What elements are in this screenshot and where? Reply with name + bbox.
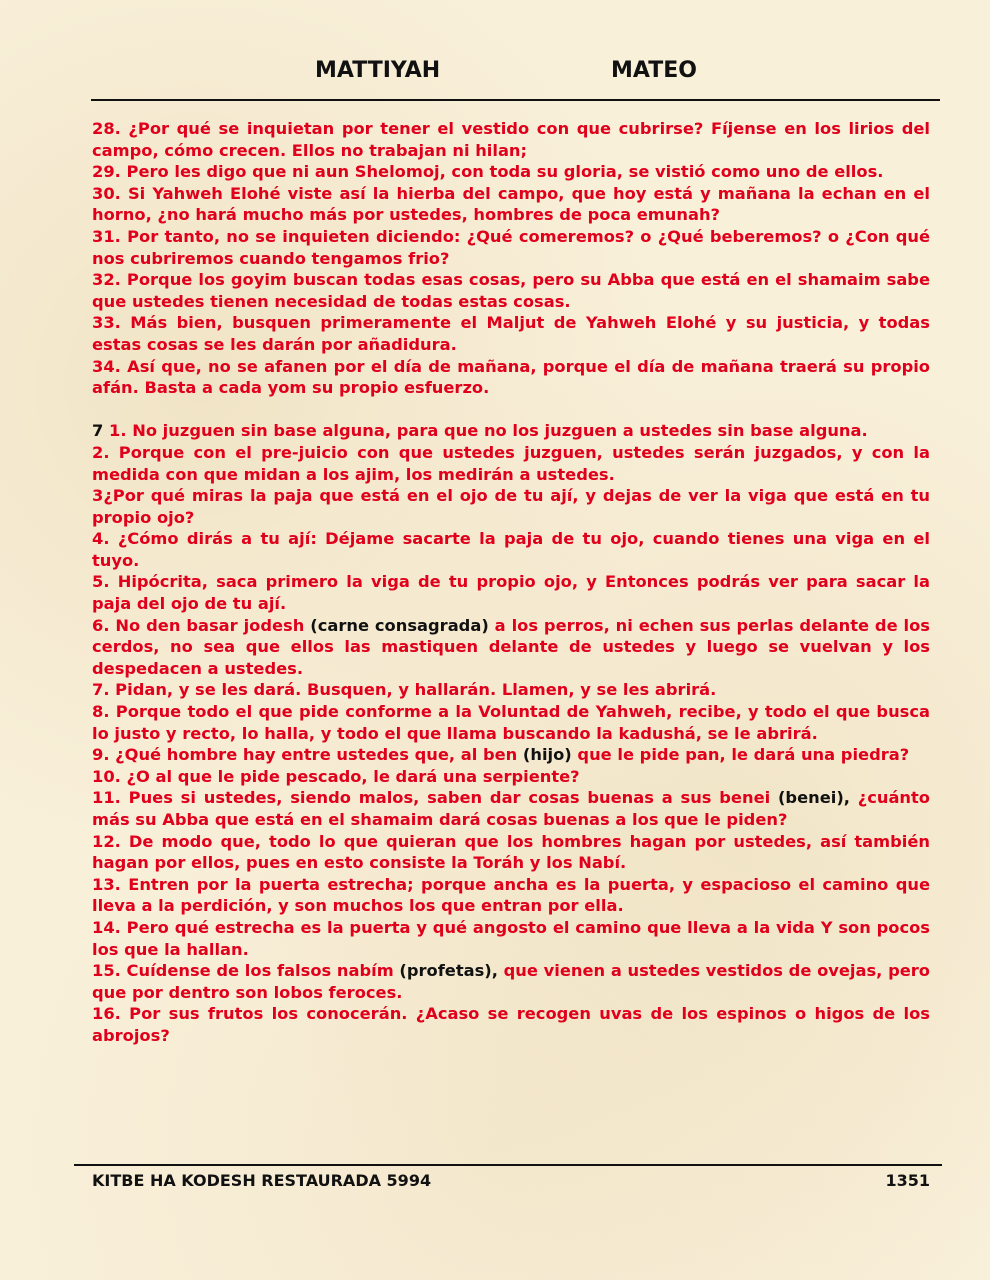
verse-7-7: 7. Pidan, y se les dará. Busquen, y hallarán. Llamen, y se les abrirá. bbox=[92, 680, 717, 700]
verse-7-15 bbox=[92, 960, 930, 1003]
verse-6-31: 31. Por tanto, no se inquieten diciendo: ¿Qué comeremos? o ¿Qué beberemos? o ¿Con qué nos cubriremos cuando tengamos frio? bbox=[92, 226, 930, 268]
verse-7-5: 5. Hipócrita, saca primero la viga de tu propio ojo, y Entonces podrás ver para sacar la paja del ojo de tu ají. bbox=[92, 572, 930, 614]
chapter-gap bbox=[92, 399, 930, 421]
verse-text: que vienen a ustedes vestidos de ovejas, pero que por dentro son lobos feroces. bbox=[92, 961, 930, 1002]
verse-7-4: 4. ¿Cómo dirás a tu ají: Déjame sacarte la paja de tu ojo, cuando tienes una viga en el tuyo. bbox=[92, 529, 930, 570]
footer-rule bbox=[74, 1164, 942, 1166]
verse-6-34: 34. Así que, no se afanen por el día de mañana, porque el día de mañana traerá su propio afán. Basta a cada yom su propio esfuerzo. bbox=[92, 356, 930, 398]
verse-6-30: 30. Si Yahweh Elohé viste así la hierba del campo, que hoy está y mañana la echan en el horno, ¿no hará mucho más por ustedes, hombres de poca emunah? bbox=[92, 183, 930, 225]
verse-7-9 bbox=[92, 744, 930, 766]
translation-note: (benei), bbox=[777, 788, 850, 808]
verse-6-29: 29. Pero les digo que ni aun Shelomoj, con toda su gloria, se vistió como uno de ellos. bbox=[92, 162, 884, 182]
verse-7-11 bbox=[92, 787, 930, 830]
verse-6-33: 33. Más bien, busquen primeramente el Maljut de Yahweh Elohé y su justicia, y todas estas cosas se les darán por añadidura. bbox=[92, 313, 930, 354]
scripture-text bbox=[92, 118, 930, 1047]
verse-6-32: 32. Porque los goyim buscan todas esas cosas, pero su Abba que está en el shamaim sabe que ustedes tienen necesidad de todas estas cosas. bbox=[92, 270, 930, 311]
verse-7-8: 8. Porque todo el que pide conforme a la Voluntad de Yahweh, recibe, y todo el que busca lo justo y recto, lo halla, y todo el que llama buscando la kadushá, se le abrirá. bbox=[92, 702, 930, 743]
header-rule bbox=[91, 99, 940, 101]
verse-text: 15. Cuídense de los falsos nabím bbox=[92, 961, 400, 981]
verse-7-3: 3¿Por qué miras la paja que está en el ojo de tu ají, y dejas de ver la viga que está en tu propio ojo? bbox=[92, 486, 930, 527]
verse-7-2: 2. Porque con el pre-juicio con que ustedes juzguen, ustedes serán juzgados, y con la medida con que midan a los ajim, los medirán a ustedes. bbox=[92, 442, 930, 484]
chapter-number: 7 bbox=[92, 421, 104, 441]
page-number: 1351 bbox=[885, 1171, 930, 1190]
verse-text: 6. No den basar jodesh bbox=[92, 615, 311, 635]
footer-title: KITBE HA KODESH RESTAURADA 5994 bbox=[92, 1171, 432, 1190]
verse-7-14: 14. Pero qué estrecha es la puerta y qué angosto el camino que lleva a la vida Y son pocos los que la hallan. bbox=[92, 917, 930, 959]
page-footer bbox=[92, 1171, 930, 1193]
verse-text: 9. ¿Qué hombre hay entre ustedes que, al ben bbox=[92, 745, 523, 765]
verse-7-12: 12. De modo que, todo lo que quieran que los hombres hagan por ustedes, así también hagan por ellos, pues en esto consiste la Toráh y los Nabí. bbox=[92, 831, 930, 873]
verse-text: a los perros, ni echen sus perlas delante de los cerdos, no sea que ellos las mastiquen delante de ustedes y luego se vuelvan y los despedacen a ustedes. bbox=[92, 615, 930, 678]
translation-note: (carne consagrada) bbox=[310, 615, 489, 635]
verse-6-28: 28. ¿Por qué se inquietan por tener el vestido con que cubrirse? Fíjense en los lirios del campo, cómo crecen. Ellos no trabajan ni hilan; bbox=[92, 119, 930, 160]
verse-text: ¿cuánto más su Abba que está en el shamaim dará cosas buenas a los que le piden? bbox=[92, 788, 930, 829]
header-book-hebrew: MATTIYAH bbox=[315, 58, 441, 83]
verse-7-10: 10. ¿O al que le pide pescado, le dará una serpiente? bbox=[92, 766, 580, 786]
verse-7-16: 16. Por sus frutos los conocerán. ¿Acaso se recogen uvas de los espinos o higos de los abrojos? bbox=[92, 1004, 930, 1045]
verse-text: 1. No juzguen sin base alguna, para que no los juzguen a ustedes sin base alguna. bbox=[109, 421, 868, 441]
verse-7-1 bbox=[92, 420, 930, 442]
page-header bbox=[0, 58, 990, 88]
header-book-spanish: MATEO bbox=[611, 58, 697, 83]
verse-7-6 bbox=[92, 615, 930, 680]
translation-note: (hijo) bbox=[522, 745, 572, 765]
verse-7-13: 13. Entren por la puerta estrecha; porque ancha es la puerta, y espacioso el camino que lleva a la perdición, y son muchos los que entran por ella. bbox=[92, 874, 930, 916]
translation-note: (profetas), bbox=[399, 961, 498, 981]
verse-text: 11. Pues si ustedes, siendo malos, saben dar cosas buenas a sus benei bbox=[92, 788, 778, 808]
verse-text: que le pide pan, le dará una piedra? bbox=[571, 745, 910, 765]
